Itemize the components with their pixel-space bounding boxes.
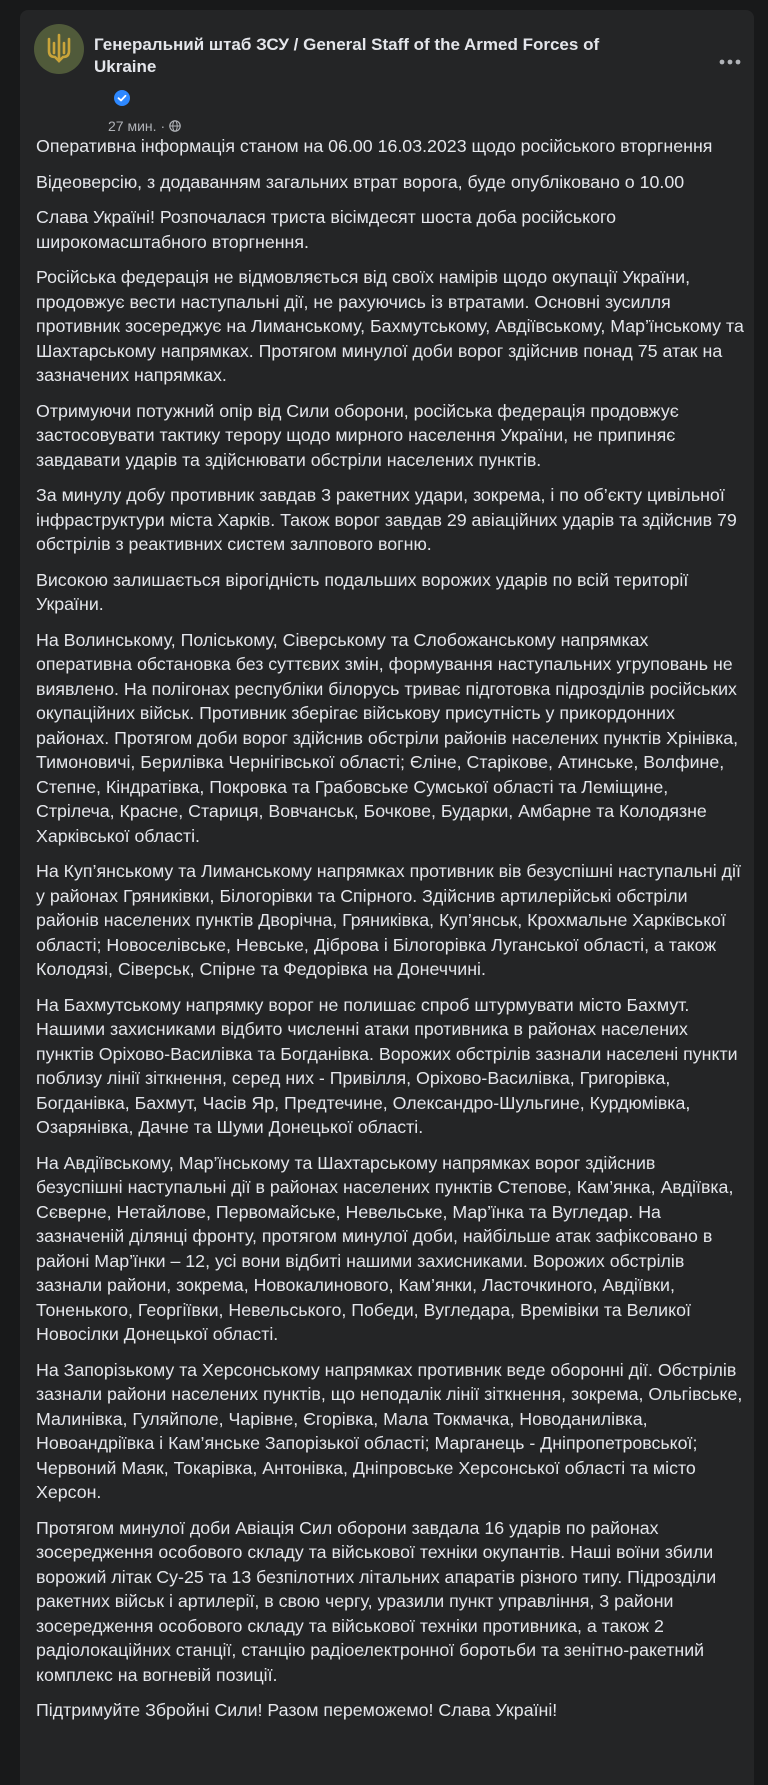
globe-icon[interactable]: [169, 120, 181, 132]
post-paragraph: На Авдіївському, Мар’їнському та Шахтарському напрямках ворог здійснив безуспішні наступальні дії в районах населених пунктів Степове, Кам’янка, Авдіївка, Сєверне, Нетайлове, Первомайське, Невельське, Мар’їнка та Вугледар. На зазначеній ділянці фронту, протягом минулої доби, найбільше атак зафіксовано в районі Мар’їнки – 12, усі вони відбиті нашими захисниками. Ворожих обстрілів зазнали райони, зокрема, Новокалинового, Кам’янки, Ласточкиного, Авдіївки, Тоненького, Георгіївки, Невельського, Победи, Вугледара, Времівіки та Великої Новосілки Донецької області.: [36, 1152, 734, 1344]
post-paragraph: За минулу добу противник завдав 3 ракетних удари, зокрема, і по об’єкту цивільної інфраструктури міста Харків. Також ворог завдав 29 авіаційних ударів та здійснив 79 обстрілів з реактивних систем залпового вогню.: [36, 485, 737, 554]
post-card: [20, 10, 754, 1785]
trident-emblem-icon: [44, 33, 74, 65]
post-header: [34, 24, 740, 134]
avatar[interactable]: [34, 24, 84, 74]
page-name-link[interactable]: Генеральний штаб ЗСУ / General Staff of the Armed Forces of Ukraine: [94, 35, 600, 76]
meta-separator: ·: [160, 118, 166, 134]
post-paragraph: Протягом минулої доби Авіація Сил оборони завдала 16 ударів по районах зосередження особового складу та військової техніки окупантів. Наші воїни збили ворожий літак Су-25 та 13 безпілотних літальних апаратів різного типу. Підрозділи ракетних військ і артилерії, в свою чергу, уразили пункт управління, 3 райони зосередження особового складу та військової техніки противника, а також 2 радіолокаційних станції, станцію радіоелектронної боротьби та зенітно-ракетний комплекс на вогневій позиції.: [36, 1517, 717, 1685]
post-paragraph: На Бахмутському напрямку ворог не полишає спроб штурмувати місто Бахмут. Нашими захисниками відбито численні атаки противника в районах населених пунктів Оріхово-Василівка та Богданівка. Ворожих обстрілів зазнали населені пункти поблизу лінії зіткнення, серед них - Привілля, Оріхово-Василівка, Григорівка, Богданівка, Бахмут, Часів Яр, Предтечине, Олександро-Шульгине, Курдюмівка, Озарянівка, Дачне та Шуми Донецької області.: [36, 994, 738, 1137]
post-meta: [108, 118, 181, 134]
more-options-button[interactable]: [712, 44, 748, 80]
post-paragraph: Високою залишається вірогідність подальших ворожих ударів по всій території України.: [36, 569, 689, 614]
post-paragraph: Оперативна інформація станом на 06.00 16.03.2023 щодо російського вторгнення: [36, 136, 713, 156]
post-paragraph: Слава Україні! Розпочалася триста вісімдесят шоста доба російського широкомасштабного вторгнення.: [36, 207, 616, 252]
post-paragraph: На Волинському, Поліському, Сіверському та Слобожанському напрямках оперативна обстановка без суттєвих змін, формування наступальних угруповань не виявлено. На полігонах республіки білорусь триває підготовка підрозділів російських окупаційних військ. Противник зберігає військову присутність у прикордонних районах. Протягом доби ворог здійснив обстріли районів населених пунктів Хрінівка, Тимоновичі, Берилівка Чернігівської області; Єліне, Старікове, Атинське, Волфине, Степне, Кіндратівка, Покровка та Грабовське Сумської області та Леміщине, Стрілеча, Красне, Стариця, Вовчанськ, Бочкове, Бударки, Амбарне та Колодязне Харківської області.: [36, 629, 739, 846]
post-paragraph: Підтримуйте Збройні Сили! Разом переможемо! Слава Україні!: [36, 1700, 558, 1720]
post-paragraph: На Запорізькому та Херсонському напрямках противник веде оборонні дії. Обстрілів зазнали райони населених пунктів, що неподалік лінії зіткнення, зокрема, Ольгівське, Малинівка, Гуляйполе, Чарівне, Єгорівка, Мала Токмачка, Новоданилівка, Новоандріївка і Кам’янське Запорізької області; Марганець - Дніпропетровської; Червоний Маяк, Токарівка, Антонівка, Дніпровське Херсонської області та місто Херсон.: [36, 1359, 743, 1502]
post-paragraph: На Куп’янському та Лиманському напрямках противник вів безуспішні наступальні дії у районах Гряниківки, Білогорівки та Спірного. Здійснив артилерійські обстріли районів населених пунктів Дворічна, Гряниківка, Куп’янськ, Крохмальне Харківської області; Новоселівське, Невське, Діброва і Білогорівка Луганської області, а також Колодязі, Сіверськ, Спірне та Федорівка на Донеччині.: [36, 861, 741, 979]
post-timestamp[interactable]: 27 мин.: [108, 118, 157, 134]
verified-badge-icon: [114, 90, 130, 106]
post-paragraph: Отримуючи потужний опір від Сили оборони, російська федерація продовжує застосовувати тактику терору щодо мирного населення України, не припиняє завдавати ударів та здійснювати обстріли населених пунктів.: [36, 400, 679, 470]
post-body: [36, 134, 746, 1734]
post-paragraph: Російська федерація не відмовляється від своїх намірів щодо окупації України, продовжує вести наступальні дії, не рахуючись із втратами. Основні зусилля противник зосереджує на Лиманському, Бахмутському, Авдіївському, Мар’їнському та Шахтарському напрямках. Протягом минулої доби ворог здійснив понад 75 атак на зазначених напрямках.: [36, 267, 744, 385]
post-paragraph: Відеоверсію, з додаванням загальних втрат ворога, буде опубліковано о 10.00: [36, 171, 685, 192]
more-options-icon: [719, 59, 741, 65]
